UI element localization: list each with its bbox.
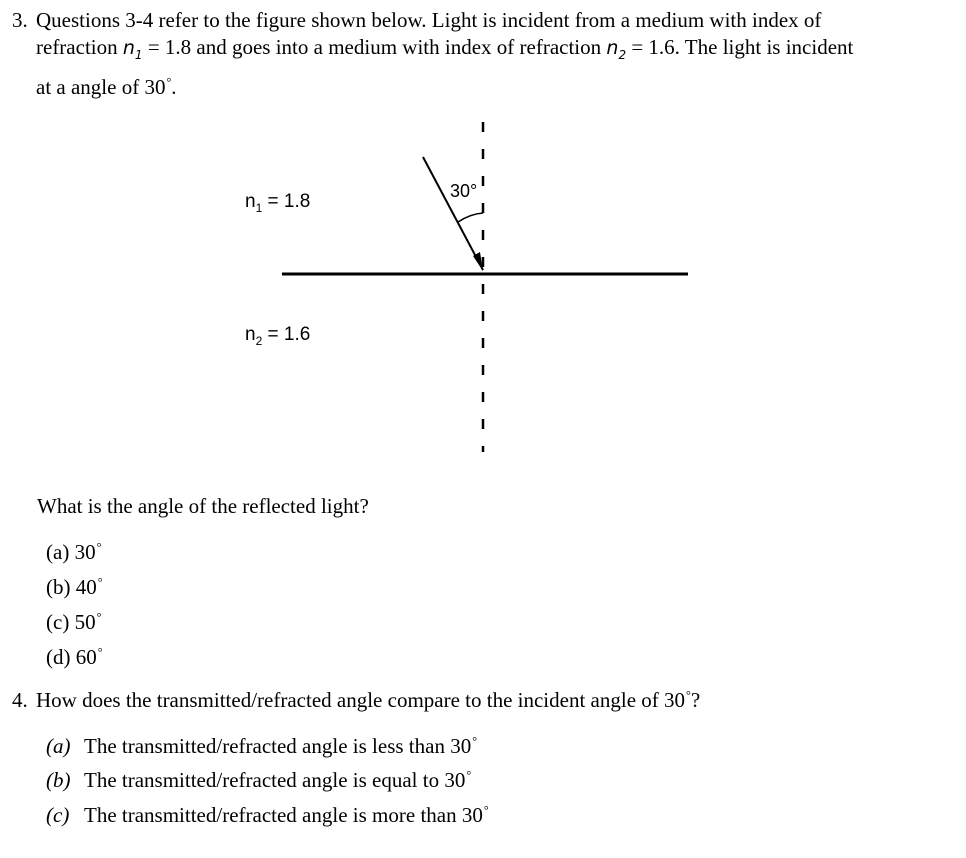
n2-label: $n_2 = 1.6$ [245, 324, 311, 348]
q4-option-c[interactable]: (c) The transmitted/refracted angle is more than 30° [46, 803, 489, 827]
question-3-line-1: Questions 3-4 refer to the figure shown below. Light is incident from a medium with index of [36, 8, 822, 32]
incident-ray [423, 157, 483, 270]
question-3-number: 3. [12, 8, 28, 32]
q4-option-a[interactable]: (a) The transmitted/refracted angle is less than 30° [46, 734, 478, 758]
question-3-prompt: What is the angle of the reflected light? [37, 494, 369, 518]
q3-option-a[interactable]: (a) 30° [46, 540, 102, 564]
n2-symbol: $n_2$ [606, 37, 627, 62]
question-3-intro [12, 7, 952, 101]
refraction-figure [0, 100, 966, 480]
question-4-number: 4. [12, 688, 28, 712]
question-3-line-3: at a angle of 30°. [36, 74, 177, 99]
n1-symbol: $n_1$ [122, 37, 143, 62]
angle-label: 30° [450, 181, 478, 201]
question-4-prompt: 4. How does the transmitted/refracted angle compare to the incident angle of 30°? [12, 688, 701, 712]
q4-option-b[interactable]: (b) The transmitted/refracted angle is equal to 30° [46, 768, 472, 792]
n1-label: $n_1 = 1.8$ [245, 191, 311, 215]
question-3-line-2: refraction $n_1 = 1.8$ and goes into a medium with index of refraction $n_2 = 1.6$. The light is incident [36, 35, 854, 62]
q3-option-d[interactable]: (d) 60° [46, 645, 103, 669]
q3-option-b[interactable]: (b) 40° [46, 575, 103, 599]
q3-option-c[interactable]: (c) 50° [46, 610, 102, 634]
angle-arc [458, 213, 483, 222]
